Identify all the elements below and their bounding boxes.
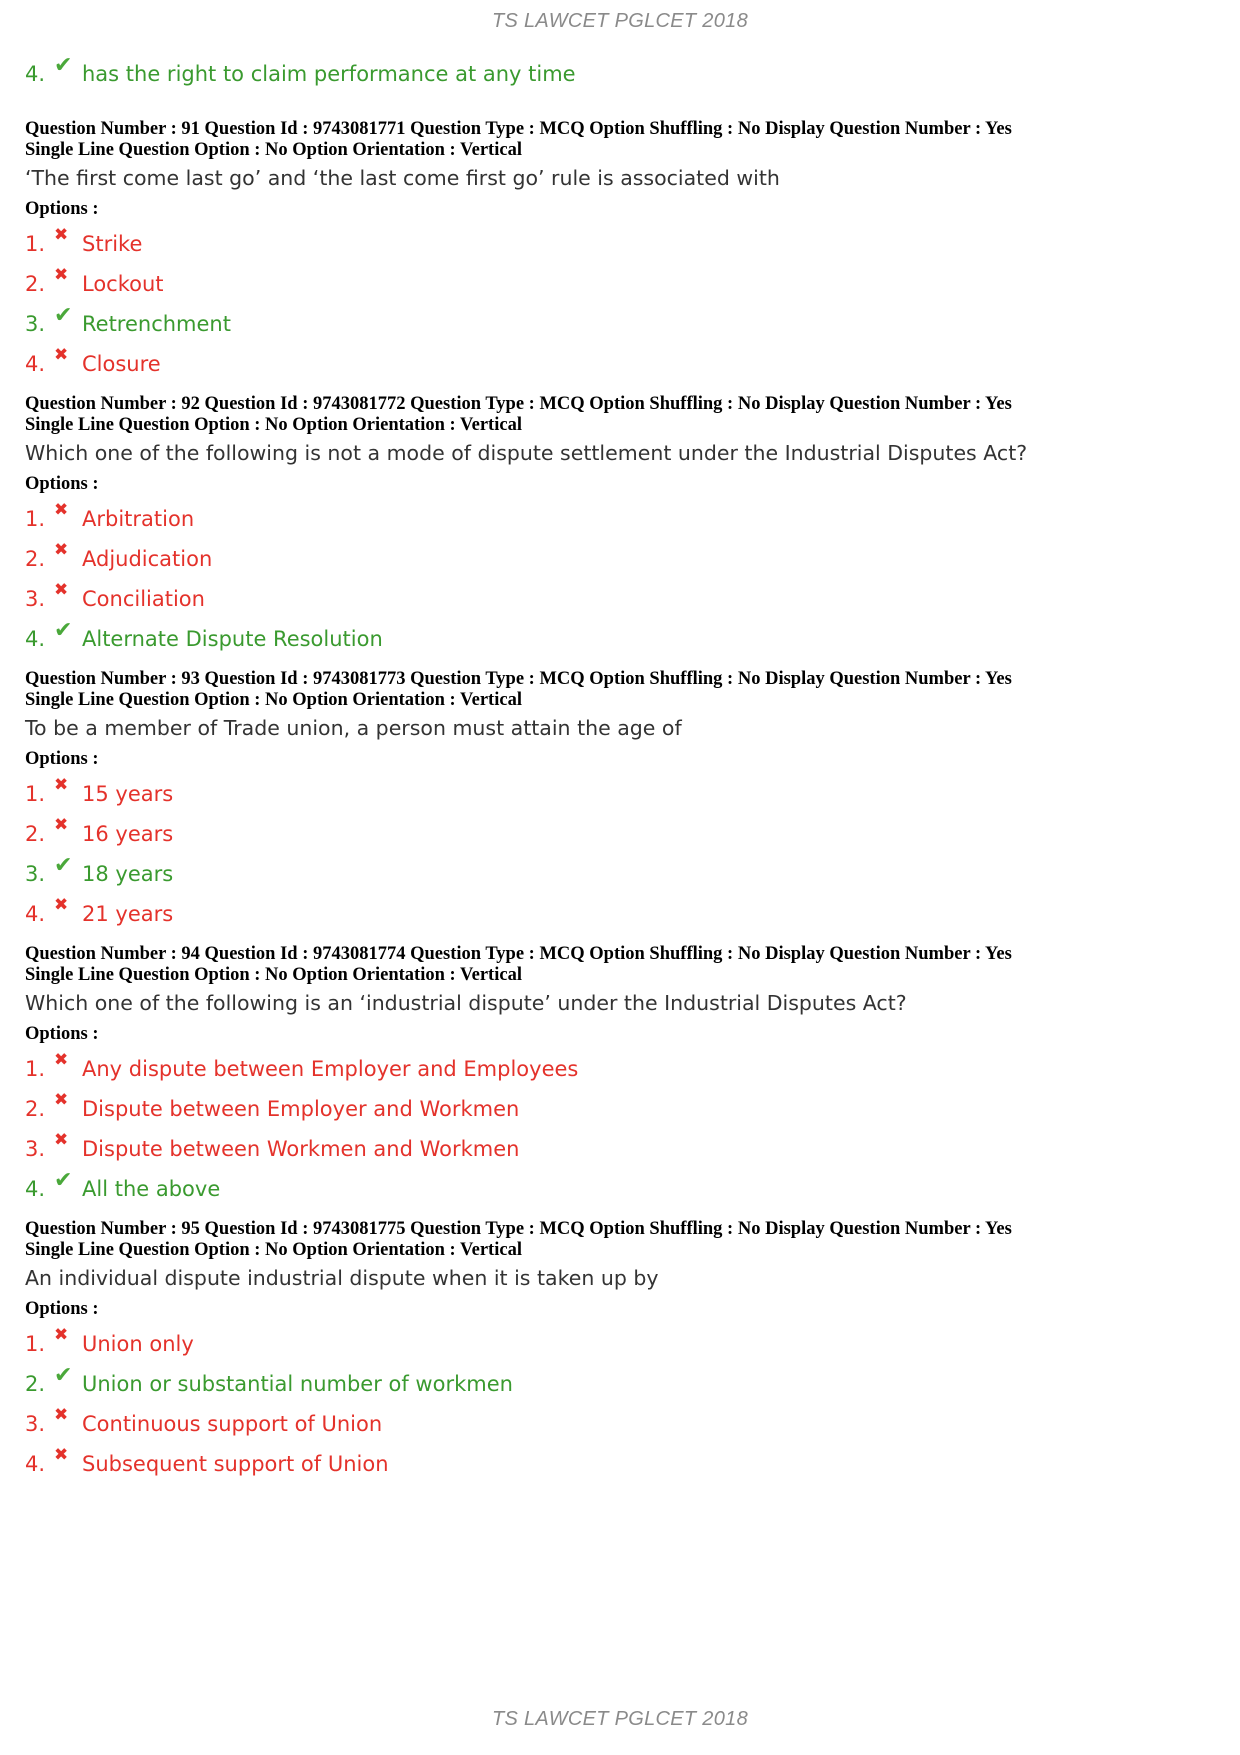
question-meta-line2: Single Line Question Option : No Option Orientation : Vertical: [25, 965, 522, 985]
check-icon: ✔: [54, 53, 73, 78]
cross-icon: ✖: [54, 265, 69, 285]
option-3: [25, 303, 1215, 342]
option-1: [25, 1326, 1215, 1362]
cross-icon: ✖: [54, 1050, 69, 1070]
question-text: Which one of the following is an ‘industrial dispute’ under the Industrial Disputes Act?: [25, 991, 907, 1015]
cross-icon: ✖: [54, 895, 69, 915]
cross-icon: ✖: [54, 345, 69, 365]
option-2: [25, 541, 1215, 577]
option-text: Union only: [82, 1332, 194, 1356]
option-number: 3.: [25, 862, 46, 886]
option-3: [25, 581, 1215, 617]
cross-icon: ✖: [54, 1090, 69, 1110]
option-number: 1.: [25, 782, 46, 806]
option-text: 18 years: [82, 862, 174, 886]
option-text: Union or substantial number of workmen: [82, 1372, 513, 1396]
cross-icon: ✖: [54, 1130, 69, 1150]
option-number: 4.: [25, 1452, 46, 1476]
question-95: [25, 1219, 1215, 1482]
option-number: 4.: [25, 352, 46, 376]
option-text: Lockout: [82, 272, 164, 296]
options-list: [25, 1051, 1215, 1207]
options-label: Options :: [25, 474, 99, 494]
option-4: [25, 896, 1215, 932]
check-icon: ✔: [54, 303, 73, 328]
question-text: Which one of the following is not a mode of dispute settlement under the Industrial Disputes Act?: [25, 441, 1028, 465]
question-91: [25, 119, 1215, 382]
question-93: [25, 669, 1215, 932]
option-text: Subsequent support of Union: [82, 1452, 389, 1476]
question-text: To be a member of Trade union, a person must attain the age of: [25, 716, 682, 740]
cross-icon: ✖: [54, 1405, 69, 1425]
cross-icon: ✖: [54, 815, 69, 835]
cross-icon: ✖: [54, 580, 69, 600]
option-number: 1.: [25, 1057, 46, 1081]
option-3: [25, 1131, 1215, 1167]
option-text: Dispute between Employer and Workmen: [82, 1097, 520, 1121]
cross-icon: ✖: [54, 1325, 69, 1345]
option-text: Conciliation: [82, 587, 205, 611]
page-footer: TS LAWCET PGLCET 2018: [491, 1708, 749, 1730]
option-number: 3.: [25, 587, 46, 611]
option-2: [25, 266, 1215, 302]
check-icon: ✔: [54, 618, 73, 643]
option-text: Alternate Dispute Resolution: [82, 627, 383, 651]
option-number: 1.: [25, 232, 46, 256]
option-3: [25, 1406, 1215, 1442]
cross-icon: ✖: [54, 500, 69, 520]
question-meta-line2: Single Line Question Option : No Option Orientation : Vertical: [25, 1240, 522, 1260]
option-number: 2.: [25, 547, 46, 571]
question-meta-line2: Single Line Question Option : No Option Orientation : Vertical: [25, 690, 522, 710]
carry-over-option: [25, 53, 576, 92]
option-text: Dispute between Workmen and Workmen: [82, 1137, 520, 1161]
question-meta-line1: Question Number : 92 Question Id : 9743081772 Question Type : MCQ Option Shuffling : No Display Question Number : Yes: [25, 394, 1012, 414]
option-2: [25, 816, 1215, 852]
option-number: 1.: [25, 507, 46, 531]
question-text: ‘The first come last go’ and ‘the last come first go’ rule is associated with: [25, 166, 780, 190]
option-4: [25, 1446, 1215, 1482]
option-1: [25, 226, 1215, 262]
option-1: [25, 1051, 1215, 1087]
option-number: 2.: [25, 1372, 46, 1396]
option-number: 4.: [25, 902, 46, 926]
option-number: 2.: [25, 822, 46, 846]
option-text: Arbitration: [82, 507, 195, 531]
option-2: [25, 1091, 1215, 1127]
options-label: Options :: [25, 1299, 99, 1319]
options-label: Options :: [25, 749, 99, 769]
cross-icon: ✖: [54, 775, 69, 795]
option-3: [25, 853, 1215, 892]
cross-icon: ✖: [54, 540, 69, 560]
option-text: 16 years: [82, 822, 174, 846]
option-text: Retrenchment: [82, 312, 231, 336]
options-label: Options :: [25, 1024, 99, 1044]
option-text: Adjudication: [82, 547, 213, 571]
option-number: 3.: [25, 1137, 46, 1161]
option-text: has the right to claim performance at any time: [82, 62, 576, 86]
cross-icon: ✖: [54, 1445, 69, 1465]
cross-icon: ✖: [54, 225, 69, 245]
check-icon: ✔: [54, 1168, 73, 1193]
options-label: Options :: [25, 199, 99, 219]
option-number: 4.: [25, 1177, 46, 1201]
option-text: Any dispute between Employer and Employees: [82, 1057, 579, 1081]
question-meta-line1: Question Number : 91 Question Id : 9743081771 Question Type : MCQ Option Shuffling : No Display Question Number : Yes: [25, 119, 1012, 139]
question-text: An individual dispute industrial dispute when it is taken up by: [25, 1266, 659, 1290]
option-number: 3.: [25, 312, 46, 336]
option-number: 4.: [25, 627, 46, 651]
option-text: 21 years: [82, 902, 174, 926]
page-header: TS LAWCET PGLCET 2018: [491, 10, 749, 32]
question-meta-line1: Question Number : 95 Question Id : 9743081775 Question Type : MCQ Option Shuffling : No Display Question Number : Yes: [25, 1219, 1012, 1239]
option-text: 15 years: [82, 782, 174, 806]
option-4: [25, 346, 1215, 382]
option-number: 1.: [25, 1332, 46, 1356]
options-list: [25, 501, 1215, 657]
options-list: [25, 776, 1215, 932]
question-92: [25, 394, 1215, 657]
options-list: [25, 226, 1215, 382]
option-1: [25, 501, 1215, 537]
question-meta-line1: Question Number : 93 Question Id : 9743081773 Question Type : MCQ Option Shuffling : No Display Question Number : Yes: [25, 669, 1012, 689]
question-94: [25, 944, 1215, 1207]
option-text: Strike: [82, 232, 143, 256]
option-text: Continuous support of Union: [82, 1412, 383, 1436]
option-text: All the above: [82, 1177, 221, 1201]
check-icon: ✔: [54, 853, 73, 878]
question-meta-line2: Single Line Question Option : No Option Orientation : Vertical: [25, 415, 522, 435]
question-meta-line1: Question Number : 94 Question Id : 9743081774 Question Type : MCQ Option Shuffling : No Display Question Number : Yes: [25, 944, 1012, 964]
option-2: [25, 1363, 1215, 1402]
check-icon: ✔: [54, 1363, 73, 1388]
option-number: 4.: [25, 62, 46, 86]
option-text: Closure: [82, 352, 161, 376]
options-list: [25, 1326, 1215, 1482]
option-number: 2.: [25, 272, 46, 296]
option-4: [25, 1168, 1215, 1207]
option-number: 3.: [25, 1412, 46, 1436]
option-number: 2.: [25, 1097, 46, 1121]
question-meta-line2: Single Line Question Option : No Option Orientation : Vertical: [25, 140, 522, 160]
option-1: [25, 776, 1215, 812]
option-4: [25, 618, 1215, 657]
